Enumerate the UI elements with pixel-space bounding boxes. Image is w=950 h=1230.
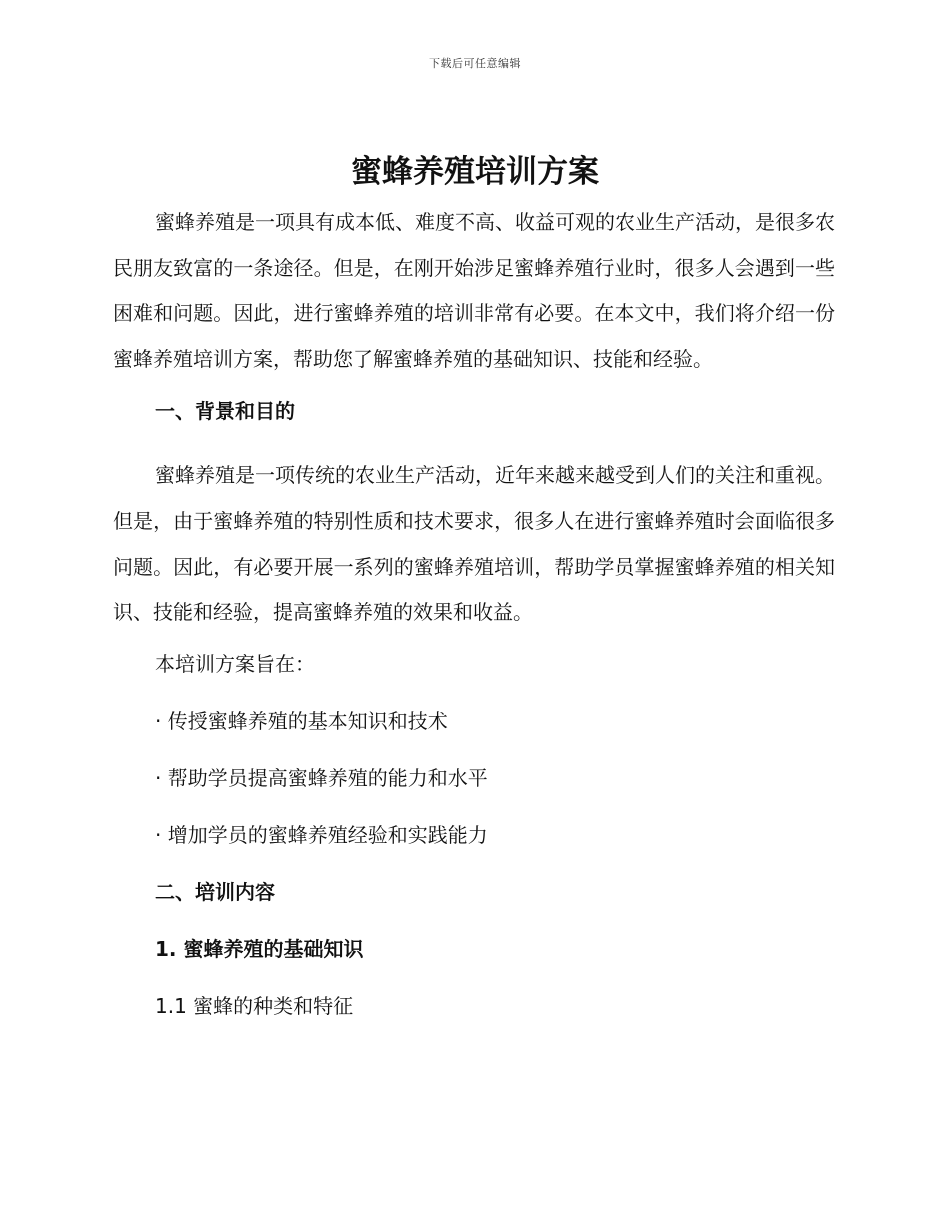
document-body [113,200,835,1021]
section-2-subheading: 1. 蜜蜂养殖的基础知识 [155,936,364,961]
section-1-heading: 一、背景和目的 [155,399,295,424]
section-1-paragraph: 蜜蜂养殖是一项传统的农业生产活动，近年来越来越受到人们的关注和重视。但是，由于蜜蜂养殖的特别性质和技术要求，很多人在进行蜜蜂养殖时会面临很多问题。因此，有必要开展一系列的蜜蜂养殖培训，帮助学员掌握蜜蜂养殖的相关知识、技能和经验，提高蜜蜂养殖的效果和收益。 [113,463,835,625]
header-note: 下载后可任意编辑 [429,57,521,70]
section-2-sub-subheading: 1.1 蜜蜂的种类和特征 [155,993,354,1018]
aim-bullet-3: · 增加学员的蜜蜂养殖经验和实践能力 [155,822,488,847]
aims-intro: 本培训方案旨在： [155,651,315,676]
aim-bullet-2: · 帮助学员提高蜜蜂养殖的能力和水平 [155,765,488,790]
intro-paragraph: 蜜蜂养殖是一项具有成本低、难度不高、收益可观的农业生产活动，是很多农民朋友致富的一条途径。但是，在刚开始涉足蜜蜂养殖行业时，很多人会遇到一些困难和问题。因此，进行蜜蜂养殖的培训非常有必要。在本文中，我们将介绍一份蜜蜂养殖培训方案，帮助您了解蜜蜂养殖的基础知识、技能和经验。 [113,210,835,371]
section-2-heading: 二、培训内容 [155,879,275,904]
document-title: 蜜蜂养殖培训方案 [351,154,599,190]
aim-bullet-1: · 传授蜜蜂养殖的基本知识和技术 [155,708,448,733]
